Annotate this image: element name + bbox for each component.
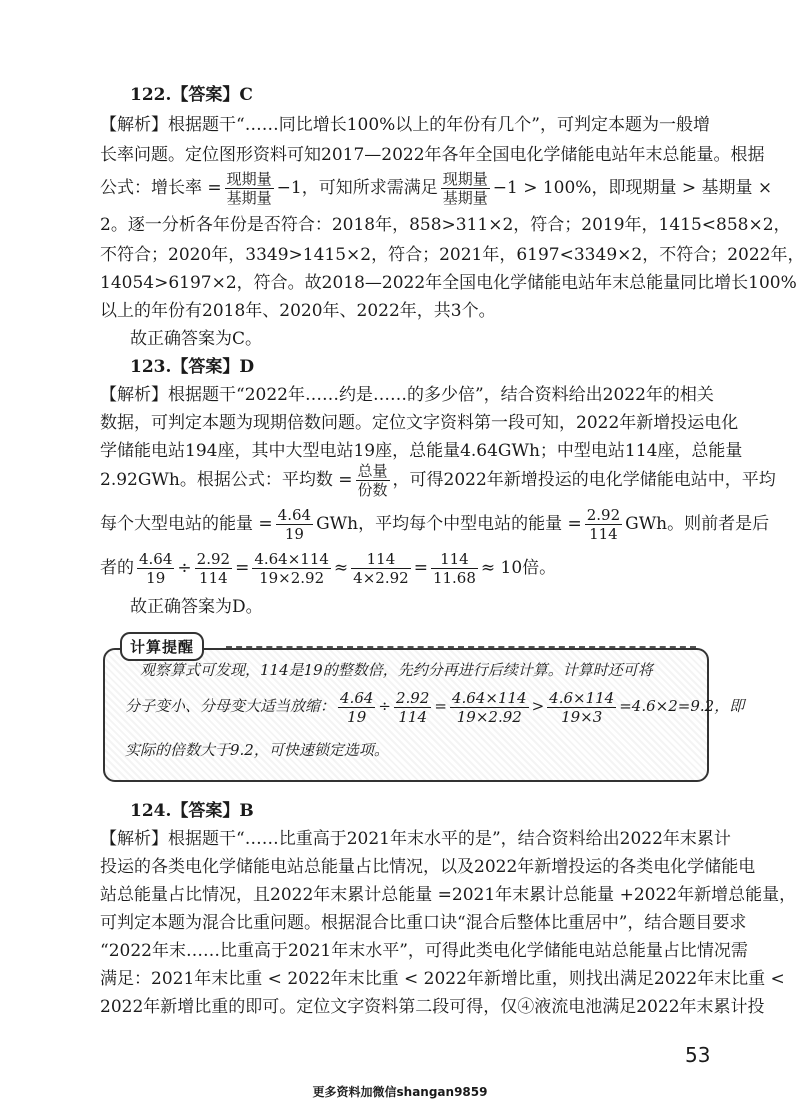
fraction-numerator: 现期量 xyxy=(226,170,272,188)
q123-line-6 xyxy=(100,550,710,590)
fraction-denominator: 19 xyxy=(347,707,367,726)
q122-line-3b: −1，可知所求需满足 xyxy=(276,178,438,198)
fraction-numerator: 4.64×114 xyxy=(254,550,329,568)
fraction-numerator: 4.6×114 xyxy=(549,688,615,707)
fraction-denominator: 19 xyxy=(146,569,166,587)
q122-conclusion: 故正确答案为C。 xyxy=(130,329,263,349)
fraction-denominator: 19×2.92 xyxy=(456,707,522,726)
fraction-numerator: 2.92 xyxy=(396,688,430,707)
tip-operator-greater: > xyxy=(531,697,545,715)
medium-station-fraction xyxy=(585,506,622,543)
q124-line-3: 站总能量占比情况，且2022年末累计总能量 =2021年末累计总能量 +2022年新增总能量， xyxy=(100,885,797,905)
calc-tip-label: 计算提醒 xyxy=(120,632,204,661)
operator-equals-2: = xyxy=(413,558,428,578)
tip-line-1: 观察算式可发现，114是19的整数倍，先约分再进行后续计算。计算时还可将 xyxy=(140,661,653,679)
q124-header: 124.【答案】B xyxy=(130,801,254,821)
fraction-denominator: 114 xyxy=(589,525,618,543)
fraction-denominator: 基期量 xyxy=(226,189,272,207)
q123-line-6b: ≈ 10倍。 xyxy=(480,558,557,578)
q124-line-4: 可判定本题为混合比重问题。根据混合比重口诀“混合后整体比重居中”，结合题目要求 xyxy=(100,913,747,933)
q122-line-7: 以上的年份有2018年、2020年、2022年，共3个。 xyxy=(100,301,496,321)
growth-formula-fraction xyxy=(225,170,274,207)
fraction-numerator: 4.64×114 xyxy=(451,688,527,707)
q124-line-6: 满足：2021年末比重 < 2022年末比重 < 2022年新增比重，则找出满足2022年末比重 < xyxy=(100,969,785,989)
tip-line-2 xyxy=(125,688,745,730)
q123-line-5b: GWh，平均每个中型电站的能量 = xyxy=(316,514,582,534)
fraction-numerator: 114 xyxy=(351,550,411,569)
fraction-denominator: 19×3 xyxy=(561,707,603,726)
q123-line-4a: 2.92GWh。根据公式：平均数 = xyxy=(100,470,353,490)
q124-line-5: “2022年末……比重高于2021年末水平”，可得此类电化学储能电站总能量占比情况需 xyxy=(100,941,748,961)
fraction-numerator: 4.64 xyxy=(139,550,173,568)
q123-line-4 xyxy=(100,462,776,502)
fraction-denominator: 114 xyxy=(398,707,428,726)
fraction-numerator: 4.64 xyxy=(277,506,312,524)
q122-line-4: 2。逐一分析各年份是否符合：2018年，858>311×2，符合；2019年，1415<858×2， xyxy=(100,215,791,235)
fraction-denominator: 19 xyxy=(284,525,304,543)
operator-divide: ÷ xyxy=(177,558,192,578)
fraction-denominator: 11.68 xyxy=(432,569,476,587)
fraction-numerator: 总量 xyxy=(357,462,388,480)
q122-line-3 xyxy=(100,170,773,210)
q123-line-5c: GWh。则前者是后 xyxy=(625,514,770,534)
q123-line-5a: 每个大型电站的能量 = xyxy=(100,514,273,534)
tip-line-2a: 分子变小、分母变大适当放缩： xyxy=(125,697,336,715)
q122-line-6: 14054>6197×2，符合。故2018—2022年全国电化学储能电站年末总能量同比增长100% xyxy=(100,273,797,293)
q122-line-1: 【解析】根据题干“……同比增长100%以上的年份有几个”，可判定本题为一般增 xyxy=(100,115,710,135)
calc-fraction-2 xyxy=(195,550,232,587)
fraction-denominator: 份数 xyxy=(357,481,388,499)
q123-line-1: 【解析】根据题干“2022年……约是……的多少倍”，结合资料给出2022年的相关 xyxy=(100,385,714,405)
tip-fraction-2 xyxy=(394,689,431,726)
q123-line-2: 数据，可判定本题为现期倍数问题。定位文字资料第一段可知，2022年新增投运电化 xyxy=(100,413,739,433)
tip-operator-divide: ÷ xyxy=(378,697,391,715)
q122-line-3a: 公式：增长率 = xyxy=(100,178,222,198)
calc-fraction-3 xyxy=(252,550,331,587)
calc-fraction-5 xyxy=(431,550,478,587)
q122-line-3c: −1 > 100%，即现期量 > 基期量 × xyxy=(492,178,773,198)
fraction-denominator: 19×2.92 xyxy=(259,569,325,587)
q124-line-1: 【解析】根据题干“……比重高于2021年末水平的是”，结合资料给出2022年末累计 xyxy=(100,829,731,849)
calc-fraction-1 xyxy=(137,550,174,587)
fraction-denominator: 基期量 xyxy=(442,189,488,207)
q123-line-6a: 者的 xyxy=(100,558,134,578)
tip-line-3: 实际的倍数大于9.2，可快速锁定选项。 xyxy=(125,741,389,759)
q124-line-7: 2022年新增比重的即可。定位文字资料第二段可得，仅④液流电池满足2022年末累计投 xyxy=(100,997,765,1017)
footer-note: 更多资料加微信shangan9859 xyxy=(312,1085,488,1099)
fraction-denominator: 114 xyxy=(199,569,228,587)
fraction-numerator: 4.64 xyxy=(340,688,374,707)
q122-header: 122.【答案】C xyxy=(130,85,253,105)
q122-line-2: 长率问题。定位图形资料可知2017—2022年各年全国电化学储能电站年末总能量。根据 xyxy=(100,145,765,165)
calc-fraction-4 xyxy=(351,550,411,587)
fraction-numerator: 2.92 xyxy=(196,550,231,568)
tip-divider xyxy=(226,646,696,648)
q123-line-4b: ，可得2022年新增投运的电化学储能电站中，平均 xyxy=(392,470,776,490)
q123-line-5 xyxy=(100,506,770,546)
q123-line-3: 学储能电站194座，其中大型电站19座，总能量4.64GWh；中型电站114座，总能量 xyxy=(100,441,743,461)
q124-line-2: 投运的各类电化学储能电站总能量占比情况，以及2022年新增投运的各类电化学储能电 xyxy=(100,857,756,877)
tip-fraction-1 xyxy=(338,689,375,726)
tip-line-2b: =4.6×2=9.2，即 xyxy=(619,697,745,715)
q123-header: 123.【答案】D xyxy=(130,357,255,377)
tip-fraction-3 xyxy=(450,689,529,726)
operator-equals: = xyxy=(235,558,250,578)
fraction-denominator: 4×2.92 xyxy=(353,569,409,587)
fraction-numerator: 2.92 xyxy=(586,506,621,524)
tip-operator-equals: = xyxy=(434,697,447,715)
page-number: 53 xyxy=(685,1043,711,1067)
q122-line-5: 不符合；2020年，3349>1415×2，符合；2021年，6197<3349×2，不符合；2022年， xyxy=(100,245,804,265)
fraction-numerator: 现期量 xyxy=(442,170,488,188)
condition-fraction xyxy=(441,170,490,207)
large-station-fraction xyxy=(276,506,313,543)
tip-fraction-4 xyxy=(547,689,616,726)
operator-approx: ≈ xyxy=(333,558,349,578)
q123-conclusion: 故正确答案为D。 xyxy=(130,597,263,617)
fraction-numerator: 114 xyxy=(431,550,478,569)
average-formula-fraction xyxy=(356,462,390,499)
